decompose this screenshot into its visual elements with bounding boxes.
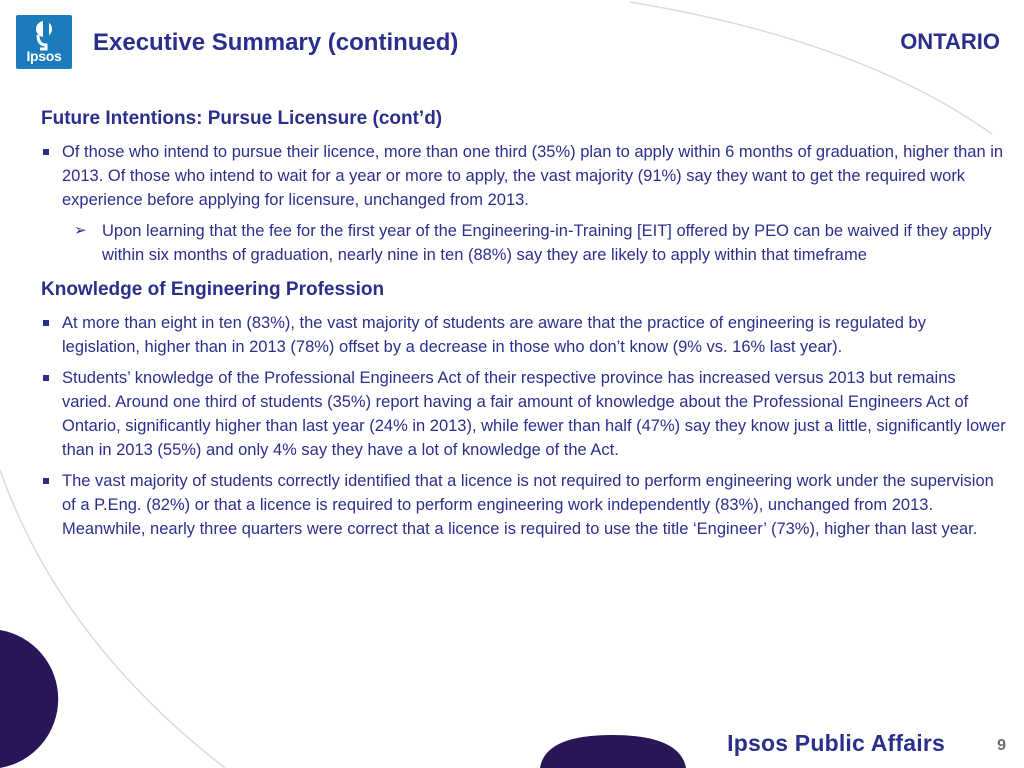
logo-text: Ipsos: [26, 48, 62, 64]
bullet-text: The vast majority of students correctly identified that a licence is not required to perform engineering work under the supervision of a P.Eng. (82%) or that a licence is required to perform engineering work independently (83%), unchanged from 2013. Meanwhile, nearly three quarters were correct that a licence is required to use the title ‘Engineer’ (73%), higher than last year.: [62, 472, 994, 538]
bottom-purple-semicircle: [540, 735, 686, 768]
arrow-bullet-icon: ➢: [74, 222, 87, 239]
ipsos-logo: [16, 15, 72, 69]
bullet-item: [41, 469, 1007, 541]
square-bullet-icon: [43, 478, 49, 484]
bullet-text: Students’ knowledge of the Professional Engineers Act of their respective province has increased versus 2013 but remains varied. Around one third of students (35%) report having a fair amount of knowledge about the Professional Engineers Act of Ontario, significantly higher than last year (24% in 2013), while fewer than half (47%) say they know just a little, significantly lower than in 2013 (55%) and only 4% say they have a lot of knowledge of the Act.: [62, 369, 1006, 459]
sub-bullet-item: [41, 219, 1007, 267]
square-bullet-icon: [43, 320, 49, 326]
section-heading-knowledge: Knowledge of Engineering Profession: [41, 279, 385, 300]
region-label: ONTARIO: [900, 29, 1000, 54]
bullet-list-knowledge: [41, 311, 1007, 541]
bullet-text: At more than eight in ten (83%), the vast majority of students are aware that the practice of engineering is regulated by legislation, higher than in 2013 (78%) offset by a decrease in those who don’t know (9% vs. 16% last year).: [62, 314, 926, 356]
left-purple-circle: [0, 630, 58, 768]
bullet-item: [41, 140, 1007, 212]
bullet-item: [41, 366, 1007, 462]
bullet-item: [41, 311, 1007, 359]
square-bullet-icon: [43, 149, 49, 155]
page-number: 9: [997, 737, 1006, 754]
square-bullet-icon: [43, 375, 49, 381]
left-purple-circle-body: [0, 630, 38, 768]
page-title: Executive Summary (continued): [93, 29, 459, 56]
section-heading-future-intentions: Future Intentions: Pursue Licensure (cont’d): [41, 108, 443, 129]
bullet-list-future-intentions: [41, 140, 1007, 267]
sub-bullet-text: Upon learning that the fee for the first year of the Engineering-in-Training [EIT] offered by PEO can be waived if they apply within six months of graduation, nearly nine in ten (88%) say they are likely to apply within that timeframe: [102, 222, 992, 264]
bullet-text: Of those who intend to pursue their licence, more than one third (35%) plan to apply within 6 months of graduation, higher than in 2013. Of those who intend to wait for a year or more to apply, the vast majority (91%) say they want to get the required work experience before applying for licensure, unchanged from 2013.: [62, 143, 1004, 209]
footer-brand: Ipsos Public Affairs: [727, 730, 945, 756]
main-content: [41, 106, 1007, 548]
